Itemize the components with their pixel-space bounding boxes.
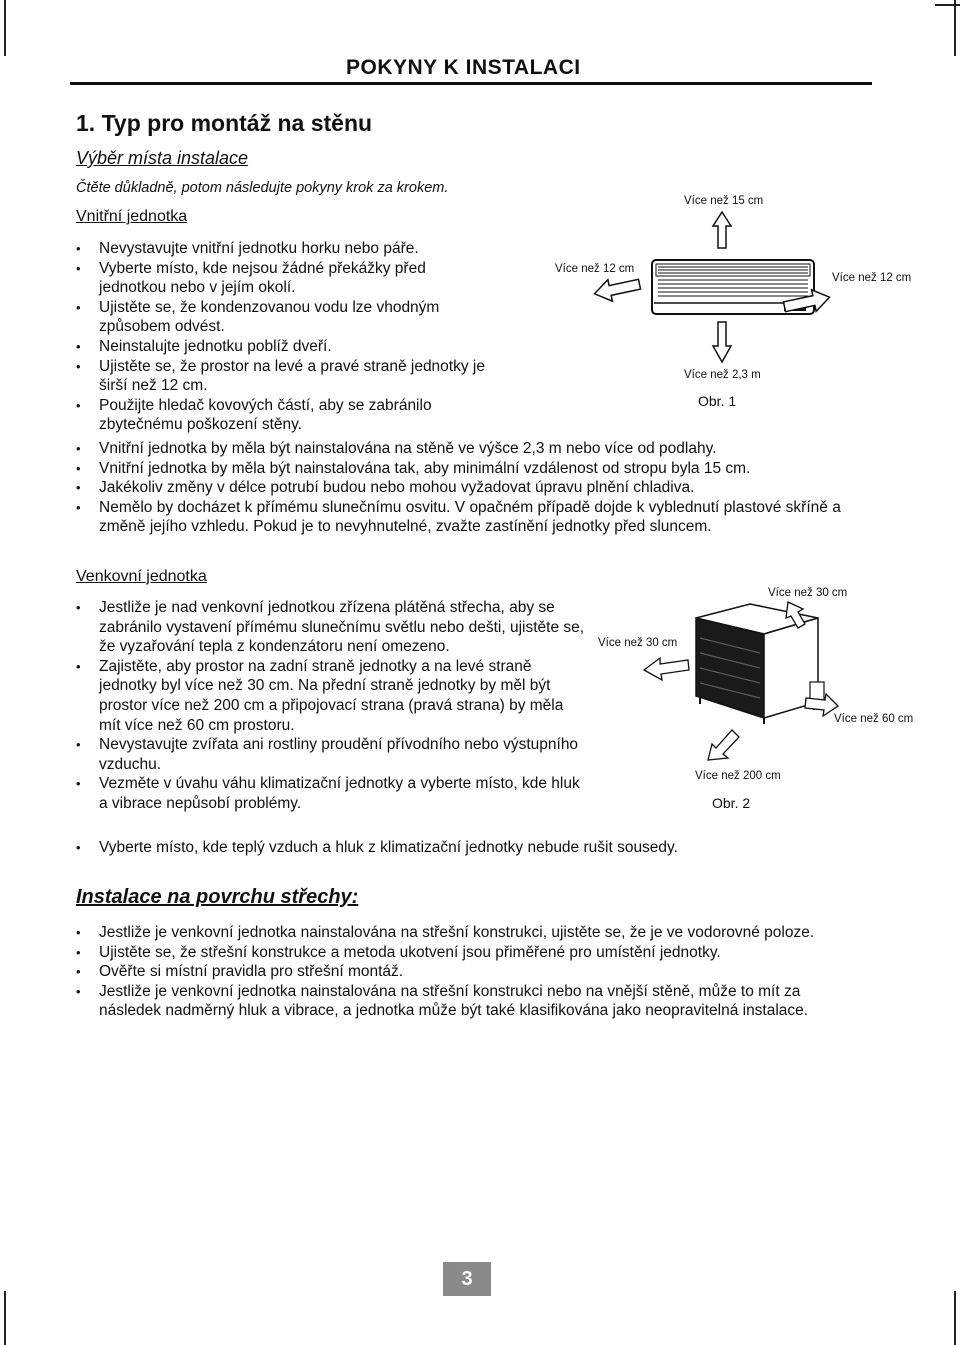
list-item: • Použijte hledač kovových částí, aby se zabránilo zbytečnému poškození stěny. <box>76 396 488 435</box>
fig1-caption: Obr. 1 <box>698 393 737 409</box>
list-item: • Zajistěte, aby prostor na zadní straně jednotky a na levé straně jednotky byl více než 30 cm. Na přední straně jednotky by měl být prostor více než 200 cm a připojovací strana (pravá strana) by měla mít více než 60 cm prostoru. <box>76 657 588 735</box>
fig2-label-right: Více než 60 cm <box>834 713 914 725</box>
roof-heading: Instalace na povrchu střechy: <box>76 886 359 908</box>
arrow-left-icon <box>644 658 689 680</box>
fig1-label-bottom: Více než 2,3 m <box>684 369 761 381</box>
list-item: • Jestliže je venkovní jednotka nainstalována na střešní konstrukci, ujistěte se, že je ve vodorovné poloze. <box>76 923 866 943</box>
page-header-title: POKYNY K INSTALACI <box>346 56 581 79</box>
outdoor-bullet-list-wide <box>76 838 876 858</box>
fig2-label-top: Více než 30 cm <box>768 587 848 599</box>
page-number: 3 <box>443 1262 491 1296</box>
outdoor-unit-diagram <box>640 598 840 768</box>
fig2-label-bottom: Více než 200 cm <box>695 770 781 782</box>
list-item: • Vnitřní jednotka by měla být nainstalována tak, aby minimální vzdálenost od stropu byla 15 cm. <box>76 459 876 479</box>
list-item: • Nevystavujte vnitřní jednotku horku nebo páře. <box>76 239 488 259</box>
fig2-caption: Obr. 2 <box>712 795 751 811</box>
roof-bullet-list <box>76 923 866 1021</box>
list-item: • Nevystavujte zvířata ani rostliny proudění přívodního nebo výstupního vzduchu. <box>76 735 588 774</box>
arrow-down-icon <box>713 322 731 362</box>
list-item: • Vyberte místo, kde teplý vzduch a hluk z klimatizační jednotky nebude rušit sousedy. <box>76 838 876 858</box>
header-rule <box>70 82 872 85</box>
list-item: • Jestliže je nad venkovní jednotkou zřízena plátěná střecha, aby se zabránilo vystavení přímému slunečnímu světlu nebo dešti, ujistěte se, že vyzařování tepla z kondenzátoru není omezeno. <box>76 598 588 657</box>
list-item: • Vnitřní jednotka by měla být nainstalována na stěně ve výšce 2,3 m nebo více od podlahy. <box>76 439 876 459</box>
list-item: • Jakékoliv změny v délce potrubí budou nebo mohou vyžadovat úpravu plnění chladiva. <box>76 478 876 498</box>
fig1-label-left: Více než 12 cm <box>555 263 635 275</box>
section-title: 1. Typ pro montáž na stěnu <box>76 110 373 136</box>
arrow-up-icon <box>713 212 731 248</box>
section-subtitle: Výběr místa instalace <box>76 148 249 168</box>
list-item: • Jestliže je venkovní jednotka nainstalována na střešní konstrukci nebo na vnější stěně, může to mít za následek nadměrný hluk a vibrace, a jednotka může být také klasifikována jako neopravitelná instalace. <box>76 982 866 1021</box>
fig1-label-top: Více než 15 cm <box>684 195 764 207</box>
list-item: • Nemělo by docházet k přímému slunečnímu osvitu. V opačném případě dojde k vyblednutí plastové skříně a změně jejího vzhledu. Pokud je to nevyhnutelné, zvažte zastínění jednotky před sluncem. <box>76 498 876 537</box>
list-item: • Vezměte v úvahu váhu klimatizační jednotky a vyberte místo, kde hluk a vibrace nepůsobí problémy. <box>76 774 588 813</box>
intro-text: Čtěte důkladně, potom následujte pokyny krok za krokem. <box>76 180 449 196</box>
list-item: • Ověřte si místní pravidla pro střešní montáž. <box>76 962 866 982</box>
indoor-bullet-list-wide <box>76 439 876 537</box>
outdoor-heading: Venkovní jednotka <box>76 568 207 585</box>
fig1-label-right: Více než 12 cm <box>832 272 912 284</box>
list-item: • Neinstalujte jednotku poblíž dveří. <box>76 337 488 357</box>
list-item: • Ujistěte se, že střešní konstrukce a metoda ukotvení jsou přiměřené pro umístění jednotky. <box>76 943 866 963</box>
arrow-front-icon <box>708 730 739 760</box>
arrow-left-icon <box>592 273 642 304</box>
indoor-bullet-list <box>76 239 488 435</box>
crop-mark <box>935 4 960 6</box>
list-item: • Vyberte místo, kde nejsou žádné překážky před jednotkou nebo v jejím okolí. <box>76 259 488 298</box>
indoor-unit-diagram <box>580 210 840 370</box>
list-item: • Ujistěte se, že prostor na levé a pravé straně jednotky je širší než 12 cm. <box>76 357 488 396</box>
crop-mark <box>954 1291 956 1345</box>
crop-mark <box>4 0 6 56</box>
crop-mark <box>4 1291 6 1345</box>
indoor-heading: Vnitřní jednotka <box>76 208 188 225</box>
crop-mark <box>954 0 956 56</box>
outdoor-bullet-list <box>76 598 588 814</box>
list-item: • Ujistěte se, že kondenzovanou vodu lze vhodným způsobem odvést. <box>76 298 488 337</box>
fig2-label-left: Více než 30 cm <box>598 637 678 649</box>
